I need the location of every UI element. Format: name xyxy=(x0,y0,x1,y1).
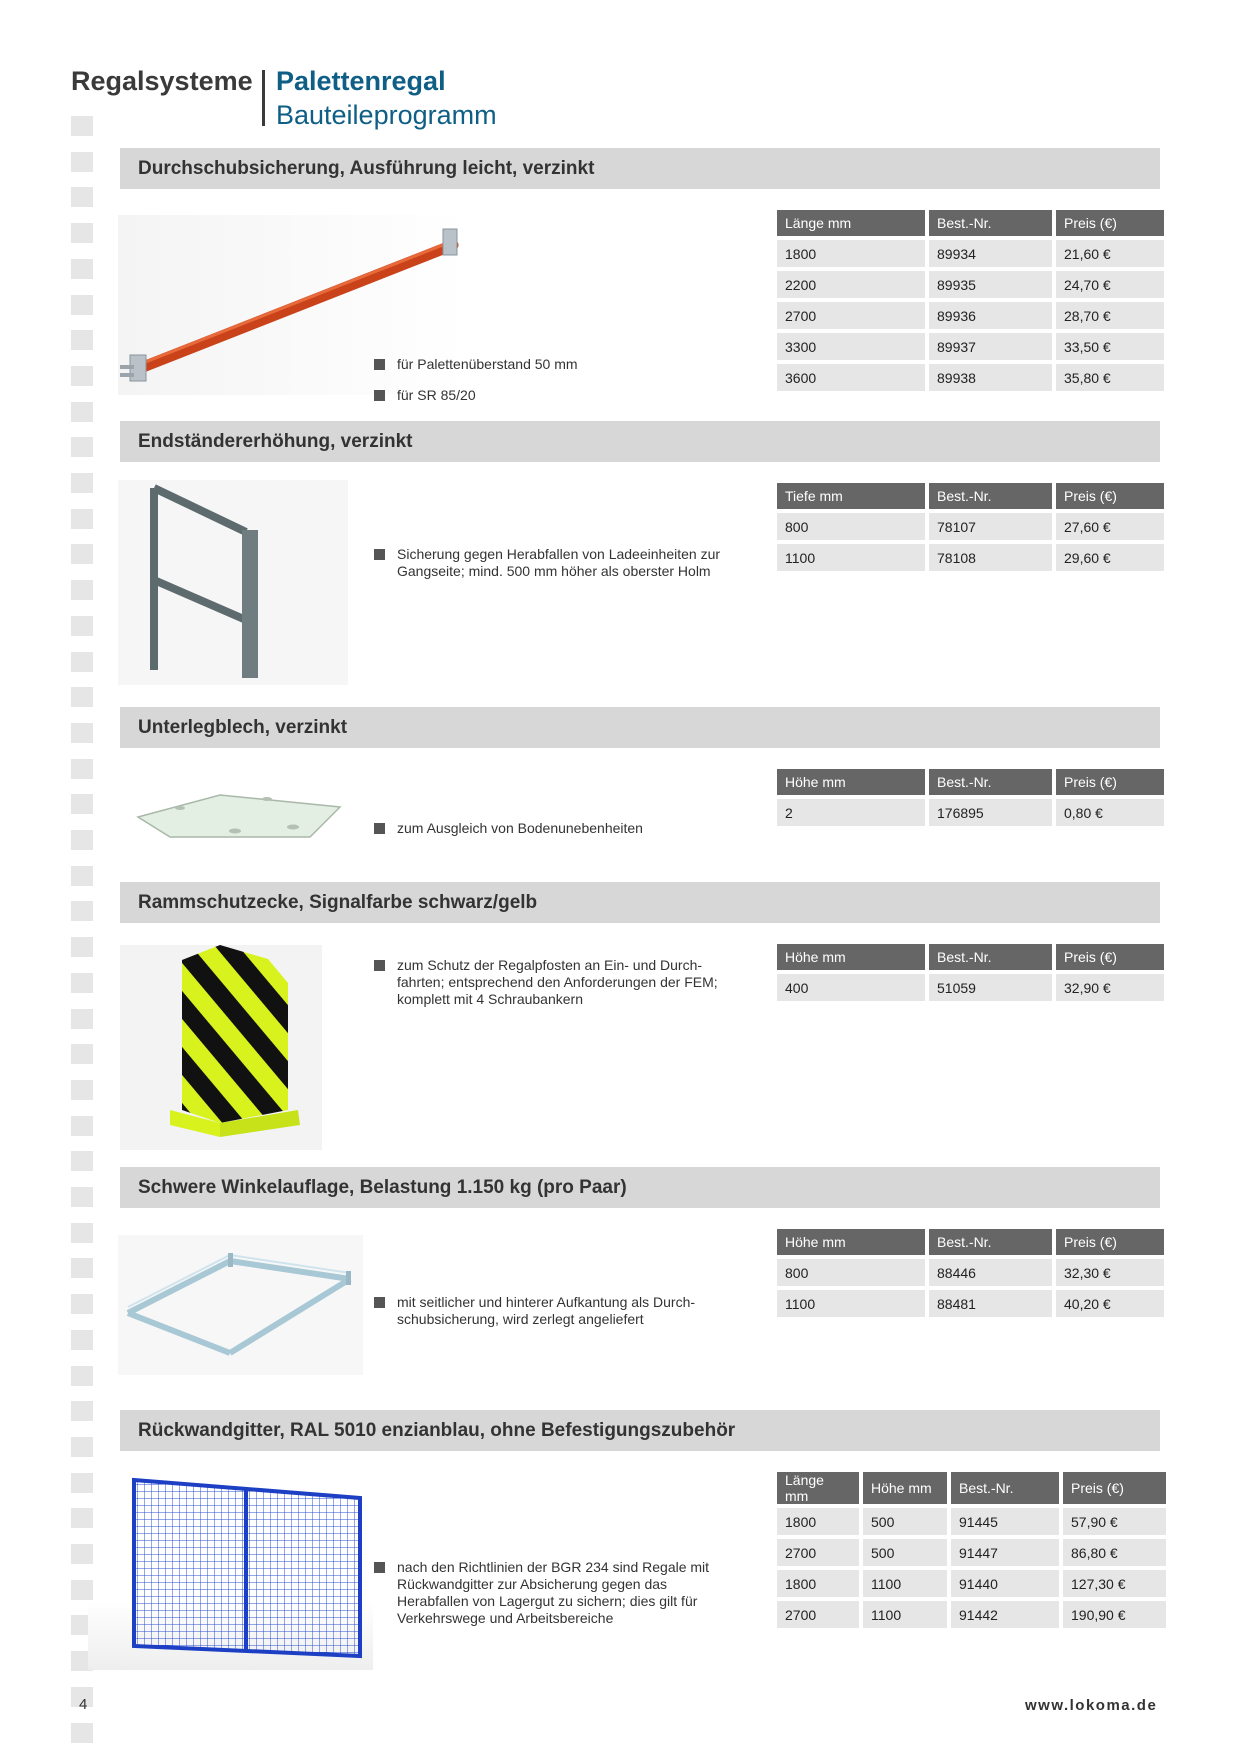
table-row xyxy=(777,513,1164,540)
bullet-icon xyxy=(374,359,385,370)
table-cell: 3300 xyxy=(777,333,925,360)
table-cell: 0,80 € xyxy=(1056,799,1164,826)
section-title: Rammschutzecke, Signalfarbe schwarz/gelb xyxy=(120,882,1160,923)
column-header: Preis (€) xyxy=(1056,483,1164,509)
feature-text: Sicherung gegen Herabfallen von Ladeeinheiten zur Gangseite; mind. 500 mm höher als oberster Holm xyxy=(397,546,721,579)
decorative-square xyxy=(71,937,93,957)
column-header: Best.-Nr. xyxy=(929,1229,1052,1255)
table-row xyxy=(777,302,1164,329)
table-cell: 88446 xyxy=(929,1259,1052,1286)
feature-text: mit seitlicher und hinterer Aufkantung als Durch-schubsicherung, wird zerlegt angeliefert xyxy=(397,1294,696,1327)
decorative-square xyxy=(71,580,93,600)
table-cell: 800 xyxy=(777,1259,925,1286)
table-header-row xyxy=(777,1229,1164,1255)
table-row xyxy=(777,1570,1166,1597)
table-cell: 2200 xyxy=(777,271,925,298)
decorative-square xyxy=(71,1294,93,1314)
decorative-square xyxy=(71,509,93,529)
price-table xyxy=(773,940,1168,1005)
bullet-icon xyxy=(374,1562,385,1573)
column-header: Best.-Nr. xyxy=(929,483,1052,509)
decorative-square xyxy=(71,1151,93,1171)
decorative-square xyxy=(71,402,93,422)
table-cell: 86,80 € xyxy=(1063,1539,1166,1566)
decorative-square xyxy=(71,1080,93,1100)
table-cell: 57,90 € xyxy=(1063,1508,1166,1535)
feature-text: für Palettenüberstand 50 mm xyxy=(397,356,578,372)
column-header: Länge mm xyxy=(777,210,925,236)
table-cell: 35,80 € xyxy=(1056,364,1164,391)
table-cell: 78107 xyxy=(929,513,1052,540)
bullet-icon xyxy=(374,823,385,834)
decorative-square xyxy=(71,1401,93,1421)
table-header-row xyxy=(777,944,1164,970)
table-cell: 89937 xyxy=(929,333,1052,360)
price-table xyxy=(773,206,1168,395)
table-header-row xyxy=(777,210,1164,236)
product-image-rueckwandgitter xyxy=(88,1470,373,1670)
decorative-square xyxy=(71,116,93,136)
table-cell: 51059 xyxy=(929,974,1052,1001)
table-cell: 176895 xyxy=(929,799,1052,826)
product-title: Palettenregal xyxy=(276,66,446,96)
table-row xyxy=(777,1508,1166,1535)
decorative-square xyxy=(71,1223,93,1243)
table-row xyxy=(777,1539,1166,1566)
table-cell: 24,70 € xyxy=(1056,271,1164,298)
table-cell: 400 xyxy=(777,974,925,1001)
bullet-icon xyxy=(374,960,385,971)
table-header-row xyxy=(777,1472,1166,1504)
decorative-square xyxy=(71,1116,93,1136)
decorative-square xyxy=(71,1366,93,1386)
decorative-square xyxy=(71,1258,93,1278)
section-title: Unterlegblech, verzinkt xyxy=(120,707,1160,748)
decorative-square xyxy=(71,1723,93,1743)
decorative-square xyxy=(71,616,93,636)
decorative-square xyxy=(71,1187,93,1207)
decorative-square xyxy=(71,1044,93,1064)
decorative-square xyxy=(71,652,93,672)
column-header: Preis (€) xyxy=(1056,210,1164,236)
product-image-endstaendererhoehung xyxy=(118,480,348,685)
page-number: 4 xyxy=(79,1696,88,1713)
table-cell: 91445 xyxy=(951,1508,1059,1535)
table-cell: 91440 xyxy=(951,1570,1059,1597)
table-row xyxy=(777,364,1164,391)
table-header-row xyxy=(777,769,1164,795)
decorative-square xyxy=(71,223,93,243)
table-cell: 89934 xyxy=(929,240,1052,267)
table-row xyxy=(777,799,1164,826)
table-cell: 27,60 € xyxy=(1056,513,1164,540)
decorative-square xyxy=(71,1330,93,1350)
column-header: Länge mm xyxy=(777,1472,859,1504)
table-cell: 1800 xyxy=(777,1570,859,1597)
product-image-winkelauflage xyxy=(118,1235,363,1375)
table-cell: 89935 xyxy=(929,271,1052,298)
column-header: Best.-Nr. xyxy=(929,769,1052,795)
table-cell: 2700 xyxy=(777,302,925,329)
table-cell: 88481 xyxy=(929,1290,1052,1317)
bullet-icon xyxy=(374,549,385,560)
column-header: Tiefe mm xyxy=(777,483,925,509)
decorative-square xyxy=(71,330,93,350)
table-cell: 28,70 € xyxy=(1056,302,1164,329)
table-row xyxy=(777,240,1164,267)
column-header: Höhe mm xyxy=(777,944,925,970)
decorative-square xyxy=(71,152,93,172)
price-table xyxy=(773,1225,1168,1321)
column-header: Höhe mm xyxy=(863,1472,947,1504)
decorative-square xyxy=(71,723,93,743)
column-header: Best.-Nr. xyxy=(951,1472,1059,1504)
decorative-square xyxy=(71,544,93,564)
table-row xyxy=(777,1601,1166,1628)
website-url[interactable]: www.lokoma.de xyxy=(1025,1697,1158,1714)
decorative-square xyxy=(71,473,93,493)
column-header: Best.-Nr. xyxy=(929,210,1052,236)
bullet-icon xyxy=(374,390,385,401)
feature-text: zum Schutz der Regalpfosten an Ein- und Durch-fahrten; entsprechend den Anforderungen der FEM; komplett mit 4 Schraubankern xyxy=(397,957,718,1007)
price-table xyxy=(773,765,1168,830)
decorative-square xyxy=(71,295,93,315)
decorative-square xyxy=(71,259,93,279)
table-row xyxy=(777,333,1164,360)
table-cell: 91442 xyxy=(951,1601,1059,1628)
decorative-square xyxy=(71,687,93,707)
table-cell: 32,90 € xyxy=(1056,974,1164,1001)
decorative-square xyxy=(71,866,93,886)
bullet-icon xyxy=(374,1297,385,1308)
table-row xyxy=(777,974,1164,1001)
table-cell: 1100 xyxy=(777,1290,925,1317)
table-cell: 21,60 € xyxy=(1056,240,1164,267)
table-cell: 1100 xyxy=(777,544,925,571)
decorative-square xyxy=(71,366,93,386)
column-header: Preis (€) xyxy=(1056,1229,1164,1255)
feature-text: für SR 85/20 xyxy=(397,387,476,403)
table-cell: 91447 xyxy=(951,1539,1059,1566)
table-cell: 89938 xyxy=(929,364,1052,391)
table-cell: 1100 xyxy=(863,1601,947,1628)
product-image-unterlegblech xyxy=(130,785,350,845)
table-cell: 190,90 € xyxy=(1063,1601,1166,1628)
section-title: Durchschubsicherung, Ausführung leicht, verzinkt xyxy=(120,148,1160,189)
decorative-square xyxy=(71,759,93,779)
column-header: Preis (€) xyxy=(1063,1472,1166,1504)
section-title: Rückwandgitter, RAL 5010 enzianblau, ohne Befestigungszubehör xyxy=(120,1410,1160,1451)
column-header: Preis (€) xyxy=(1056,769,1164,795)
decorative-square xyxy=(71,1437,93,1457)
feature-text: zum Ausgleich von Bodenunebenheiten xyxy=(397,820,643,836)
column-header: Best.-Nr. xyxy=(929,944,1052,970)
table-cell: 1100 xyxy=(863,1570,947,1597)
table-cell: 29,60 € xyxy=(1056,544,1164,571)
table-row xyxy=(777,1290,1164,1317)
decorative-square xyxy=(71,1009,93,1029)
decorative-square xyxy=(71,901,93,921)
product-image-rammschutzecke xyxy=(120,945,322,1150)
table-cell: 800 xyxy=(777,513,925,540)
table-cell: 40,20 € xyxy=(1056,1290,1164,1317)
price-table xyxy=(773,479,1168,575)
table-cell: 2700 xyxy=(777,1539,859,1566)
header-divider xyxy=(262,70,265,126)
decorative-square xyxy=(71,830,93,850)
table-cell: 500 xyxy=(863,1539,947,1566)
price-table xyxy=(773,1468,1170,1632)
table-cell: 500 xyxy=(863,1508,947,1535)
column-header: Preis (€) xyxy=(1056,944,1164,970)
table-cell: 2700 xyxy=(777,1601,859,1628)
table-row xyxy=(777,544,1164,571)
decorative-square xyxy=(71,973,93,993)
column-header: Höhe mm xyxy=(777,769,925,795)
table-cell: 78108 xyxy=(929,544,1052,571)
table-cell: 1800 xyxy=(777,240,925,267)
page-subtitle: Bauteileprogramm xyxy=(276,100,497,130)
section-title: Endständererhöhung, verzinkt xyxy=(120,421,1160,462)
table-header-row xyxy=(777,483,1164,509)
decorative-square xyxy=(71,437,93,457)
category-title: Regalsysteme xyxy=(71,66,253,96)
table-cell: 2 xyxy=(777,799,925,826)
table-cell: 3600 xyxy=(777,364,925,391)
feature-text: nach den Richtlinien der BGR 234 sind Regale mit Rückwandgitter zur Absicherung gegen das Herabfallen von Lagergut zu sichern; dies gilt für Verkehrswege und Arbeitsbereiche xyxy=(397,1559,710,1626)
decorative-square xyxy=(71,794,93,814)
table-cell: 89936 xyxy=(929,302,1052,329)
table-row xyxy=(777,271,1164,298)
table-cell: 127,30 € xyxy=(1063,1570,1166,1597)
table-cell: 1800 xyxy=(777,1508,859,1535)
table-cell: 32,30 € xyxy=(1056,1259,1164,1286)
column-header: Höhe mm xyxy=(777,1229,925,1255)
table-cell: 33,50 € xyxy=(1056,333,1164,360)
decorative-square xyxy=(71,187,93,207)
section-title: Schwere Winkelauflage, Belastung 1.150 kg (pro Paar) xyxy=(120,1167,1160,1208)
table-row xyxy=(777,1259,1164,1286)
